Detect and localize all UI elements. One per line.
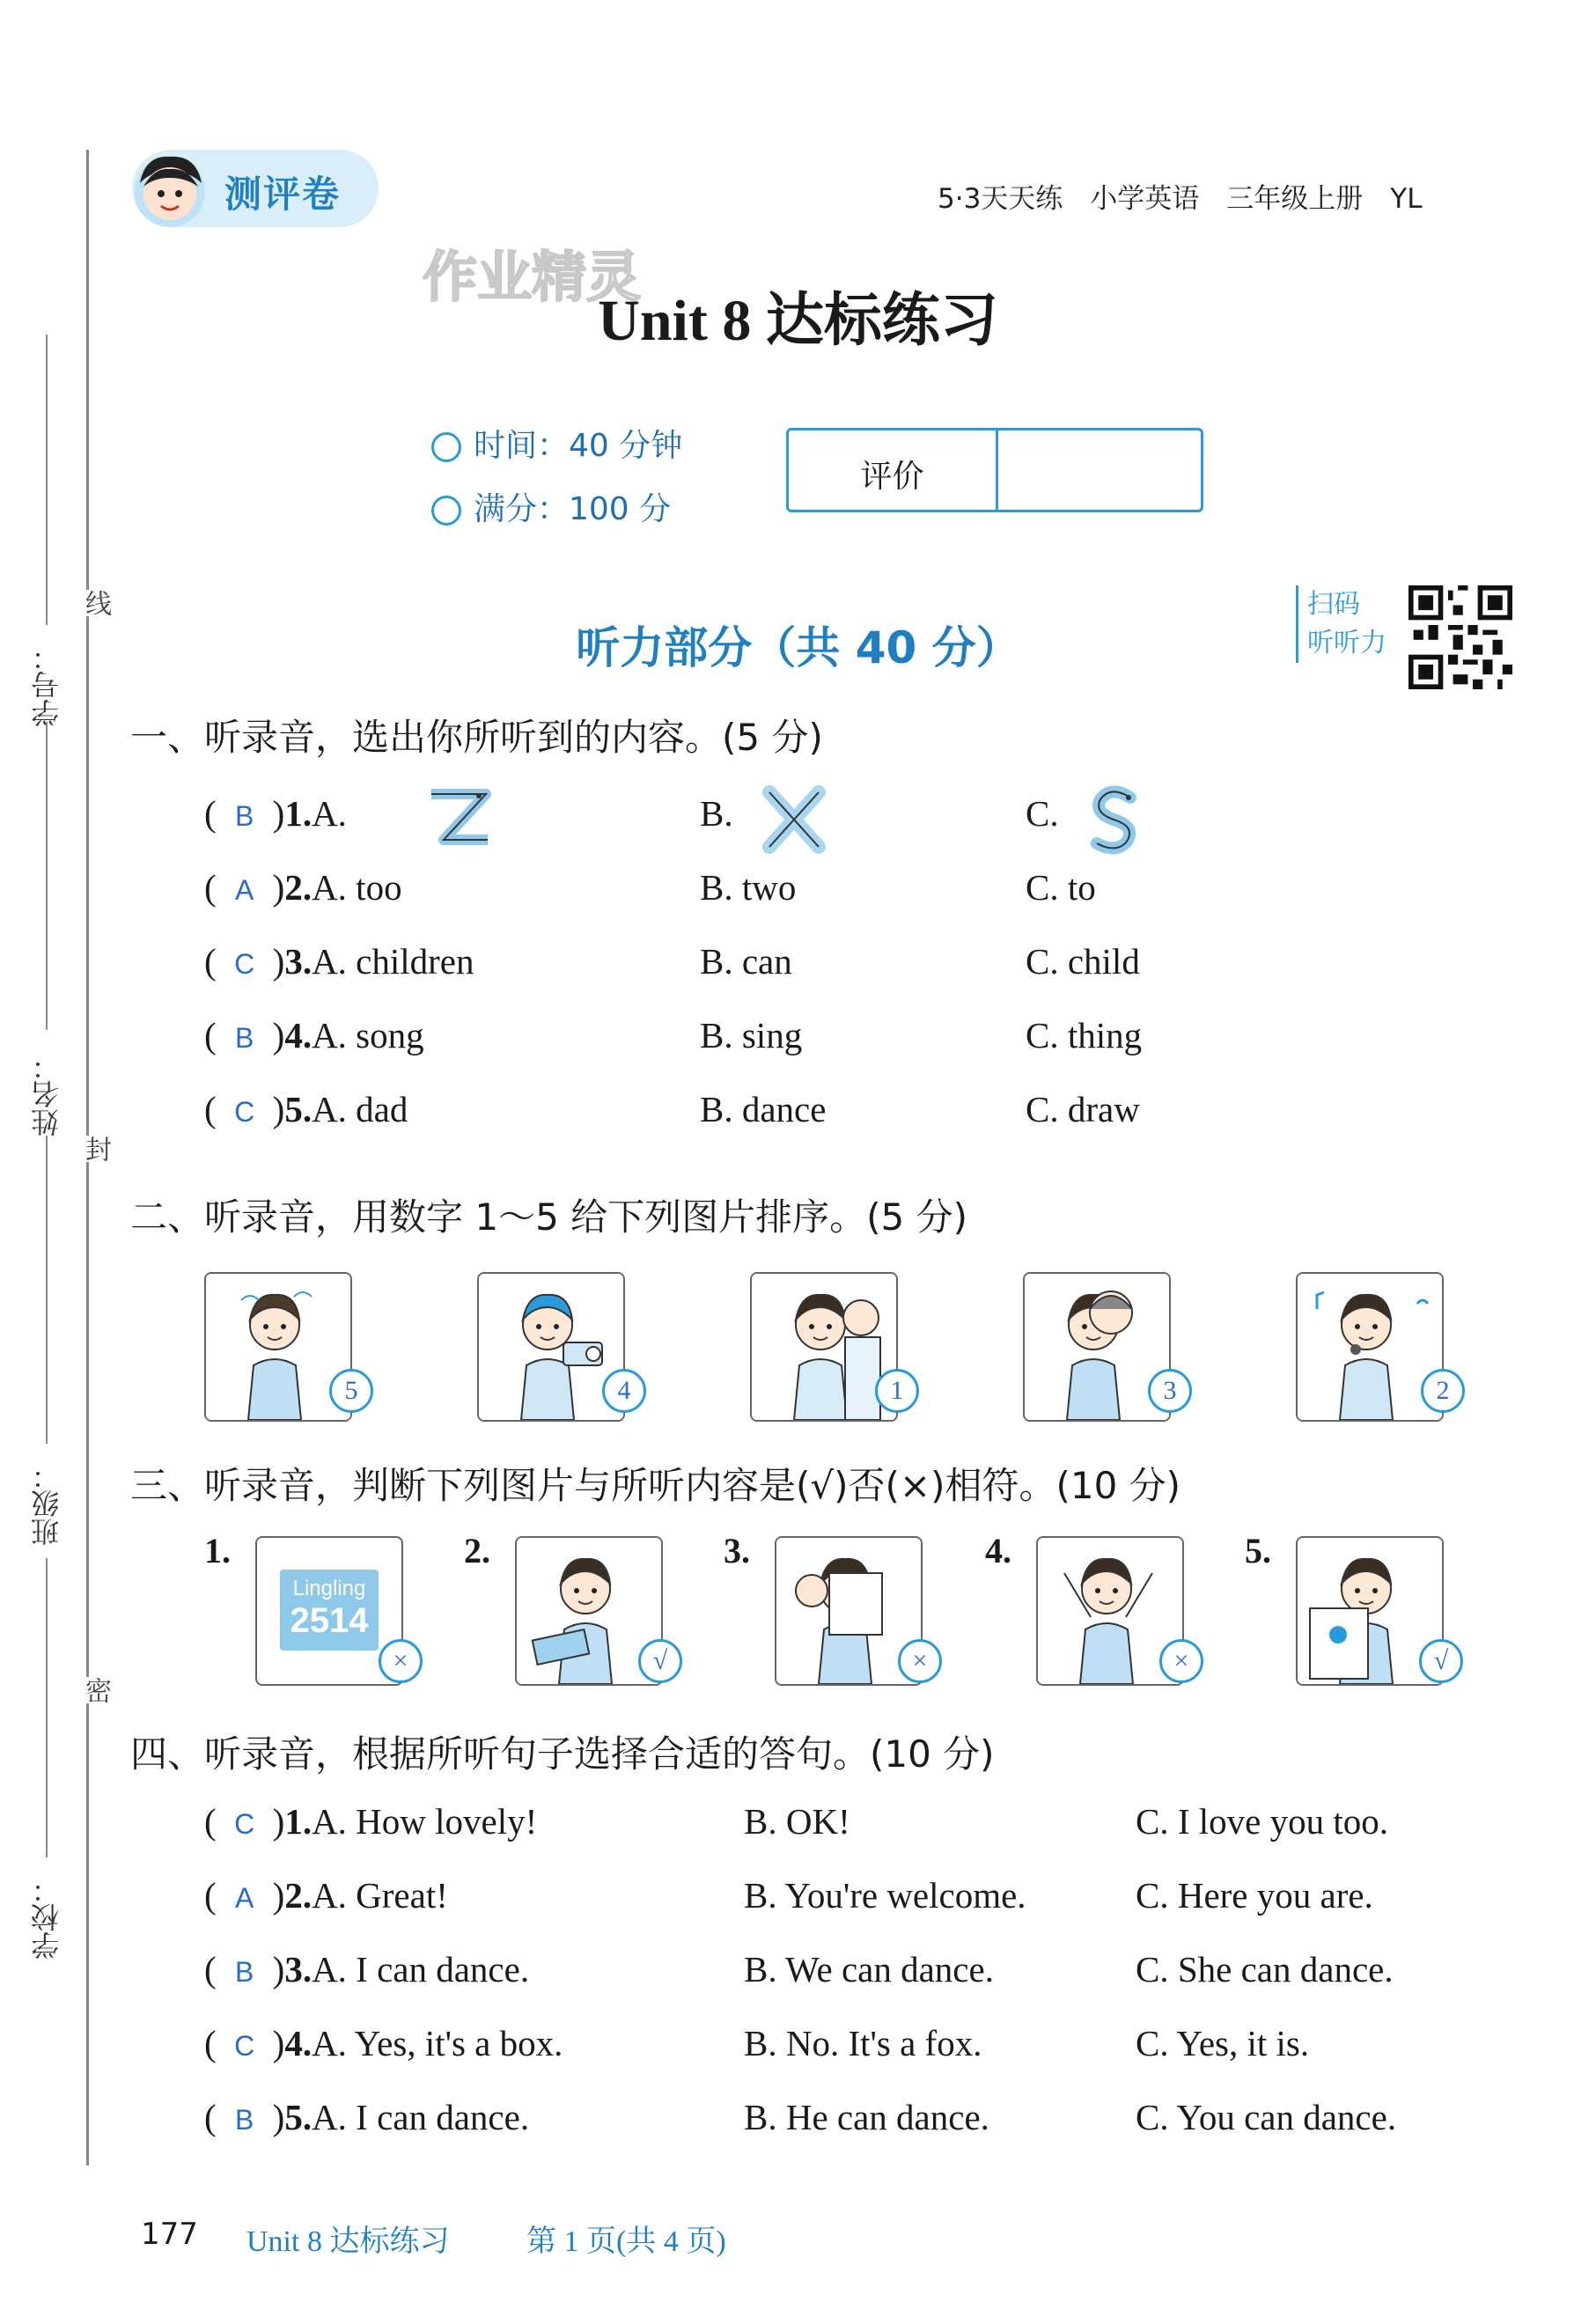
part4-item: [204, 1800, 537, 1842]
answer-blank[interactable]: C: [234, 2030, 255, 2062]
part4-item: [204, 2022, 563, 2064]
order-number-circle[interactable]: 1: [875, 1369, 919, 1413]
letter-x-icon: [759, 785, 829, 856]
option-b: B. He can dance.: [744, 2097, 989, 2137]
part2-picture: [477, 1272, 625, 1422]
part4-item: [204, 1874, 448, 1916]
question-number: 5.: [284, 2097, 313, 2137]
option-a: A. song: [312, 1015, 424, 1055]
margin-class-label: 班级：: [30, 1461, 63, 1546]
time-info: [431, 421, 682, 466]
option-b: B.: [700, 793, 733, 834]
name-card-number: 2514: [290, 1601, 369, 1640]
series-title: 5·3天天练 小学英语 三年级上册 YL: [938, 183, 1423, 215]
margin-close-char: 密: [76, 1677, 114, 1703]
clock-icon: [431, 432, 461, 462]
option-b: B. two: [700, 867, 797, 908]
question-number: 2.: [284, 1875, 313, 1916]
watermark: 作业精灵: [423, 245, 642, 309]
option-a: A.: [312, 793, 347, 834]
page-number: 177: [141, 2217, 198, 2252]
option-b: B. You're welcome.: [744, 1875, 1026, 1916]
order-number-circle[interactable]: 4: [602, 1369, 646, 1413]
evaluation-label: 评价: [860, 459, 924, 495]
close-paren: ): [272, 2023, 285, 2063]
order-number-circle[interactable]: 2: [1421, 1369, 1465, 1413]
option-a: A. dad: [312, 1089, 408, 1129]
judgement-mark-circle[interactable]: √: [1419, 1639, 1463, 1683]
option-c: C.: [1026, 793, 1059, 834]
footer-title: Unit 8 达标练习: [246, 2225, 450, 2258]
answer-blank[interactable]: B: [234, 800, 254, 832]
answer-blank[interactable]: C: [234, 1096, 255, 1128]
footer-page-info: 第 1 页(共 4 页): [526, 2225, 726, 2258]
time-text: 时间：40 分钟: [474, 428, 683, 464]
close-paren: ): [272, 941, 285, 982]
margin-id-blank: [46, 335, 48, 625]
option-a: A. children: [312, 941, 474, 982]
part1-item: [204, 1014, 424, 1056]
option-c: C. draw: [1026, 1089, 1140, 1129]
margin-line-char: 线: [76, 590, 114, 616]
answer-blank[interactable]: C: [234, 948, 255, 980]
open-paren: (: [204, 793, 217, 834]
open-paren: (: [204, 867, 217, 908]
option-c: C. You can dance.: [1136, 2097, 1397, 2137]
open-paren: (: [204, 1949, 217, 1989]
score-text: 满分：100 分: [474, 491, 672, 527]
close-paren: ): [272, 1949, 285, 1989]
answer-blank[interactable]: B: [234, 1022, 254, 1054]
option-a: A. Yes, it's a box.: [312, 2023, 563, 2063]
option-c: C. to: [1026, 867, 1096, 908]
question-number: 4.: [284, 1015, 313, 1055]
option-c: C. Here you are.: [1136, 1875, 1373, 1916]
part4-item: [204, 2096, 529, 2138]
close-paren: ): [272, 1801, 285, 1842]
header-badge-text: 测评卷: [224, 173, 342, 216]
option-c: C. thing: [1026, 1015, 1143, 1055]
option-c: C. Yes, it is.: [1136, 2023, 1310, 2063]
question-number: 3.: [284, 941, 313, 982]
letter-z-icon: [424, 785, 495, 856]
page-title: Unit 8 达标练习: [598, 289, 998, 353]
mascot-icon: [128, 148, 212, 232]
order-number-circle[interactable]: 3: [1148, 1369, 1192, 1413]
option-c: C. She can dance.: [1136, 1949, 1394, 1989]
part1-item: [204, 866, 402, 908]
part3-number: 2.: [464, 1531, 490, 1570]
part2-picture: [750, 1272, 898, 1422]
order-number-circle[interactable]: 5: [329, 1369, 373, 1413]
part2-heading: 二、听录音，用数字 1～5 给下列图片排序。(5 分): [130, 1195, 967, 1239]
open-paren: (: [204, 1015, 217, 1055]
option-a: A. too: [312, 867, 402, 908]
part4-heading: 四、听录音，根据所听句子选择合适的答句。(10 分): [130, 1732, 995, 1776]
option-b: B. No. It's a fox.: [744, 2023, 982, 2063]
part3-number: 5.: [1245, 1531, 1271, 1570]
letter-s-icon: [1085, 785, 1146, 856]
answer-blank[interactable]: B: [234, 2104, 254, 2136]
margin-seal-char: 封: [76, 1136, 114, 1162]
part2-picture: [1023, 1272, 1171, 1422]
option-a: A. Great!: [312, 1875, 448, 1916]
part2-picture: [1296, 1272, 1444, 1422]
option-b: B. dance: [700, 1089, 827, 1129]
judgement-mark-circle[interactable]: ×: [379, 1639, 423, 1683]
part3-number: 3.: [724, 1531, 750, 1570]
part1-item: [204, 940, 474, 982]
close-paren: ): [272, 1015, 285, 1055]
open-paren: (: [204, 1801, 217, 1842]
margin-school-blank: [46, 1558, 48, 1857]
close-paren: ): [272, 1089, 285, 1129]
question-number: 1.: [284, 793, 313, 834]
margin-id-label: 学号：: [30, 643, 63, 727]
option-b: B. sing: [700, 1015, 803, 1055]
margin-class-blank: [46, 1136, 48, 1444]
answer-blank[interactable]: B: [234, 1956, 254, 1988]
part4-item: [204, 1948, 529, 1990]
option-c: C. child: [1026, 941, 1140, 982]
name-card-name: Lingling: [292, 1577, 366, 1600]
scan-label: [1296, 585, 1386, 663]
margin-name-label: 姓名：: [30, 1052, 63, 1136]
part2-picture: [204, 1272, 352, 1422]
question-number: 5.: [284, 1089, 313, 1129]
evaluation-divider: [996, 430, 998, 510]
margin-school-label: 学校：: [30, 1875, 63, 1960]
judgement-mark-circle[interactable]: ×: [1159, 1639, 1203, 1683]
option-a: A. How lovely!: [312, 1801, 538, 1842]
qr-code-icon[interactable]: [1408, 585, 1512, 689]
close-paren: ): [272, 1875, 285, 1916]
part1-item: [204, 792, 347, 835]
answer-blank[interactable]: A: [234, 1882, 254, 1914]
question-number: 2.: [284, 867, 313, 908]
judgement-mark-circle[interactable]: ×: [898, 1639, 942, 1683]
open-paren: (: [204, 2097, 217, 2137]
part1-item: [204, 1088, 408, 1130]
judgement-mark-circle[interactable]: √: [638, 1639, 682, 1683]
close-paren: ): [272, 867, 285, 908]
option-a: A. I can dance.: [312, 2097, 530, 2137]
section-title: 听力部分（共 40 分）: [576, 622, 1020, 673]
close-paren: ): [272, 2097, 285, 2137]
option-b: B. We can dance.: [744, 1949, 994, 1989]
answer-blank[interactable]: A: [234, 874, 254, 906]
name-card: [280, 1570, 379, 1651]
part3-heading: 三、听录音，判断下列图片与所听内容是(√)否(×)相符。(10 分): [130, 1464, 1181, 1507]
option-a: A. I can dance.: [312, 1949, 530, 1989]
option-c: C. I love you too.: [1136, 1801, 1388, 1842]
scan-line2: 听听力: [1307, 628, 1386, 658]
open-paren: (: [204, 941, 217, 982]
part3-number: 1.: [204, 1531, 231, 1570]
question-number: 1.: [284, 1801, 313, 1842]
close-paren: ): [272, 793, 285, 834]
part3-number: 4.: [985, 1531, 1011, 1570]
scan-line1: 扫码: [1307, 589, 1360, 620]
open-paren: (: [204, 1089, 217, 1129]
score-info: [431, 484, 671, 529]
evaluation-box: [786, 428, 1203, 512]
open-paren: (: [204, 1875, 217, 1916]
part1-heading: 一、听录音，选出你所听到的内容。(5 分): [130, 716, 823, 759]
open-paren: (: [204, 2023, 217, 2063]
question-number: 3.: [284, 1949, 313, 1989]
question-number: 4.: [284, 2023, 313, 2063]
checkmark-icon: [431, 496, 461, 526]
margin-name-blank: [46, 722, 48, 1030]
answer-blank[interactable]: C: [234, 1808, 255, 1840]
option-b: B. OK!: [744, 1801, 850, 1842]
option-b: B. can: [700, 941, 792, 982]
